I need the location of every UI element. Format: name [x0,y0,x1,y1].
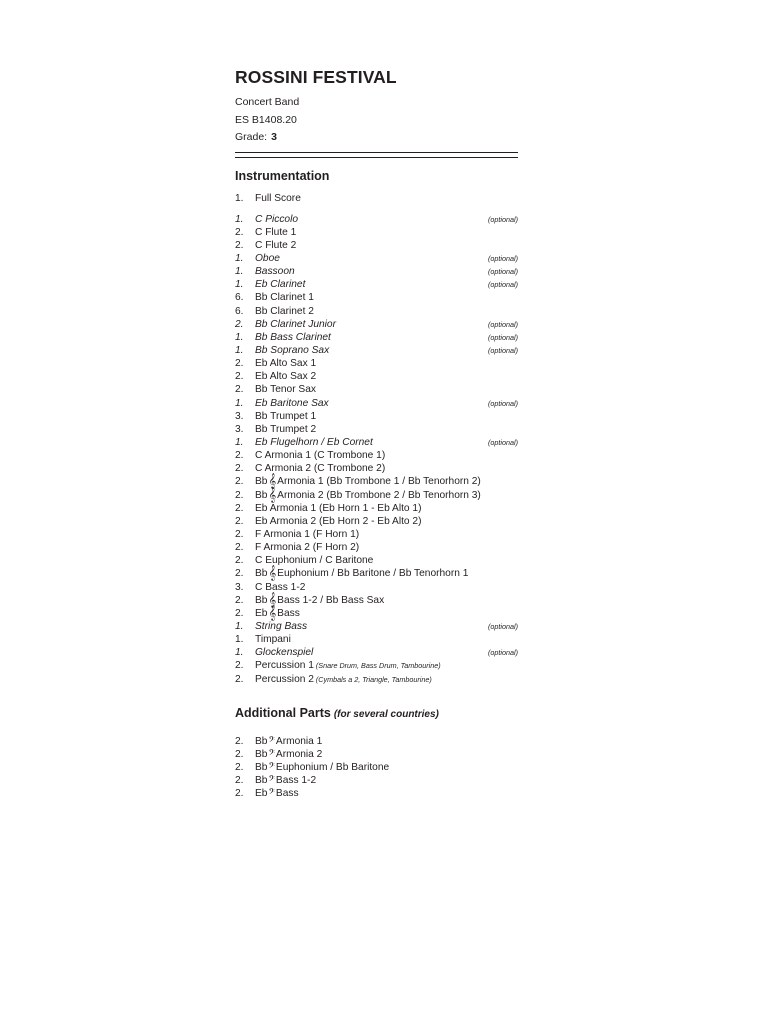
part-key: Bb [255,594,268,606]
optional-note: (optional) [488,319,518,329]
optional-note: (optional) [488,267,518,277]
part-key: Bb [255,775,268,787]
list-item [235,554,518,567]
treble-clef-icon: 𝄞 [268,566,277,582]
part-label: F Armonia 2 (F Horn 2) [255,542,360,554]
grade-label: Grade: [235,131,268,143]
part-label: Armonia 1 (Bb Trombone 1 / Bb Tenorhorn 2) [277,476,481,488]
part-count: 2. [235,226,244,238]
part-count: 3. [235,423,244,435]
list-item [235,331,518,344]
list-item [235,774,518,787]
part-name [255,370,316,383]
part-count: 2. [235,450,244,462]
list-item [235,344,518,357]
list-item [235,515,518,528]
part-name [255,515,421,528]
part-key: Eb [255,607,268,619]
list-item [235,581,518,594]
list-item [235,278,518,291]
part-name [255,265,295,278]
part-label: Euphonium / Bb Baritone [275,761,390,773]
part-label: Timpani [255,634,291,646]
page-title: ROSSINI FESTIVAL [235,67,397,87]
part-name [255,226,296,239]
list-item [235,436,518,449]
part-name [255,633,291,646]
optional-note: (optional) [488,280,518,290]
catalog-code: ES B1408.20 [235,113,297,126]
list-item [235,567,518,580]
part-label: Bass [277,607,300,619]
part-count: 2. [235,748,244,760]
part-name [255,594,384,607]
treble-clef-icon: 𝄞 [268,605,277,621]
part-key: Bb [255,748,268,760]
list-item [235,607,518,620]
part-count: 2. [235,775,244,787]
additional-parts-heading [235,706,518,722]
part-count: 1. [235,253,244,265]
part-name [255,567,468,580]
part-name [255,318,336,331]
part-name [255,761,389,774]
part-name [255,620,307,633]
list-item [235,489,518,502]
list-item [235,620,518,633]
part-name [255,449,385,462]
part-count: 6. [235,305,244,317]
additional-parts-list [235,735,518,801]
part-name [255,383,316,396]
part-label: Percussion 2 [255,673,314,685]
list-item [235,318,518,331]
part-name [255,475,481,488]
treble-clef-icon: 𝄞 [268,487,277,503]
part-label: Bb Bass Clarinet [255,331,331,343]
part-label: Percussion 1 [255,660,314,672]
list-item [235,541,518,554]
part-name [255,541,359,554]
list-item [235,475,518,488]
treble-clef-icon: 𝄞 [268,474,277,490]
part-key: Bb [255,761,268,773]
instrument-list [235,213,518,686]
part-label: Eb Alto Sax 1 [255,358,317,370]
part-count: 1. [235,193,244,204]
part-label: Eb Armonia 1 (Eb Horn 1 - Eb Alto 1) [255,502,422,514]
optional-note: (optional) [488,438,518,448]
part-label: C Flute 2 [255,239,297,251]
part-label: Bb Trumpet 1 [255,410,317,422]
part-key: Bb [255,735,268,747]
part-label: F Armonia 1 (F Horn 1) [255,529,360,541]
list-item [235,410,518,423]
treble-clef-icon: 𝄞 [268,592,277,608]
grade-value: 3 [271,131,277,143]
part-label: Eb Clarinet [255,279,306,291]
part-name [255,607,300,620]
part-name [255,528,359,541]
part-count: 2. [235,660,244,672]
part-label: Armonia 2 (Bb Trombone 2 / Bb Tenorhorn 3) [277,489,481,501]
list-item [235,370,518,383]
part-count: 2. [235,607,244,619]
part-label: Bb Clarinet Junior [255,318,336,330]
optional-note: (optional) [488,214,518,224]
list-item [235,735,518,748]
part-name [255,436,373,449]
full-score-list [235,192,518,205]
bass-clef-icon: 𝄢 [268,761,275,773]
part-count: 1. [235,331,244,343]
part-label: Armonia 1 [275,735,323,747]
list-item [235,291,518,304]
instrumentation-heading: Instrumentation [235,169,330,183]
part-label: Bass [275,788,299,800]
part-count: 1. [235,634,244,646]
part-detail: (Snare Drum, Bass Drum, Tambourine) [315,661,441,671]
list-item [235,383,518,396]
list-item [235,305,518,318]
list-item [235,357,518,370]
part-label: Bb Trumpet 2 [255,423,317,435]
part-count: 2. [235,555,244,567]
part-count: 2. [235,502,244,514]
part-label: Bb Soprano Sax [255,345,330,357]
part-name [255,774,316,787]
part-key: Bb [255,568,268,580]
part-label: Bb Clarinet 1 [255,292,314,304]
list-item [235,449,518,462]
part-name [255,646,313,659]
part-label: C Flute 1 [255,226,297,238]
part-name [255,502,421,515]
list-item [235,594,518,607]
part-name [255,748,322,761]
part-label: Eb Baritone Sax [255,397,329,409]
part-count: 1. [235,397,244,409]
optional-note: (optional) [488,346,518,356]
list-item [235,787,518,800]
part-count: 2. [235,358,244,370]
part-count: 2. [235,515,244,527]
part-count: 1. [235,279,244,291]
list-item [235,226,518,239]
optional-note: (optional) [488,398,518,408]
part-label: C Bass 1-2 [255,581,306,593]
list-item [235,252,518,265]
list-item [235,633,518,646]
part-name [255,344,329,357]
part-label: Glockenspiel [255,647,314,659]
part-count: 2. [235,529,244,541]
part-count: 3. [235,581,244,593]
part-label: Armonia 2 [275,748,323,760]
part-count: 2. [235,476,244,488]
part-count: 6. [235,292,244,304]
list-item [235,213,518,226]
part-key: Bb [255,489,268,501]
part-label: C Armonia 2 (C Trombone 2) [255,463,386,475]
part-count: 2. [235,318,244,330]
list-item [235,192,518,205]
list-item [235,528,518,541]
part-count: 1. [235,647,244,659]
list-item [235,397,518,410]
part-name [255,735,322,748]
bass-clef-icon: 𝄢 [268,735,275,747]
part-name [255,673,432,686]
part-count: 1. [235,621,244,632]
additional-parts-subtitle: (for several countries) [333,708,439,720]
part-name [255,581,305,594]
part-name [255,397,329,410]
optional-note: (optional) [488,254,518,264]
list-item [235,659,518,672]
part-count: 2. [235,761,244,773]
list-item [235,748,518,761]
part-label: Euphonium / Bb Baritone / Bb Tenorhorn 1 [277,568,469,580]
part-name: Full Score [255,193,301,204]
part-name [255,489,481,502]
part-name [255,659,441,672]
bass-clef-icon: 𝄢 [268,748,275,760]
part-count: 3. [235,410,244,422]
part-name [255,239,296,252]
list-item [235,646,518,659]
grade [235,131,518,144]
part-name [255,291,314,304]
part-count: 1. [235,213,244,225]
part-name [255,357,316,370]
part-name [255,305,314,318]
part-label: String Bass [255,621,308,632]
bass-clef-icon: 𝄢 [268,775,275,787]
part-label: Bassoon [255,266,295,278]
part-count: 2. [235,239,244,251]
part-count: 2. [235,463,244,475]
part-name [255,410,316,423]
part-count: 2. [235,384,244,396]
list-item [235,423,518,436]
list-item [235,673,518,686]
bass-clef-icon: 𝄢 [268,788,275,800]
optional-note: (optional) [488,332,518,342]
optional-note: (optional) [488,648,518,658]
part-count: 2. [235,568,244,580]
part-count: 2. [235,371,244,383]
list-item [235,239,518,252]
double-rule-divider [235,152,518,158]
part-name [255,213,298,226]
band-type: Concert Band [235,96,300,108]
part-count: 2. [235,542,244,554]
part-key: Bb [255,476,268,488]
part-count: 2. [235,735,244,747]
part-count: 2. [235,489,244,501]
list-item [235,502,518,515]
part-label: C Armonia 1 (C Trombone 1) [255,450,386,462]
part-count: 1. [235,437,244,449]
part-name [255,787,299,800]
part-label: C Euphonium / C Baritone [255,555,374,567]
part-count: 1. [235,345,244,357]
part-label: Bass 1-2 [275,775,317,787]
part-label: Oboe [255,253,280,265]
part-detail: (Cymbals a 2, Triangle, Tambourine) [315,674,432,684]
part-count: 2. [235,673,244,685]
list-item [235,462,518,475]
part-label: Eb Flugelhorn / Eb Cornet [255,437,373,449]
part-key: Eb [255,788,268,800]
additional-parts-title: Additional Parts [235,705,331,720]
part-name [255,252,280,265]
instrumentation-sheet [235,66,518,800]
optional-note: (optional) [488,622,518,631]
part-name [255,331,331,344]
list-item [235,761,518,774]
list-item [235,265,518,278]
part-label: Eb Armonia 2 (Eb Horn 2 - Eb Alto 2) [255,515,422,527]
part-label: C Piccolo [255,213,299,225]
part-label: Bass 1-2 / Bb Bass Sax [277,594,385,606]
part-name [255,278,305,291]
part-label: Eb Alto Sax 2 [255,371,317,383]
part-count: 2. [235,788,244,800]
part-count: 2. [235,594,244,606]
part-name [255,423,316,436]
part-count: 1. [235,266,244,278]
part-label: Bb Tenor Sax [255,384,316,396]
part-label: Bb Clarinet 2 [255,305,314,317]
